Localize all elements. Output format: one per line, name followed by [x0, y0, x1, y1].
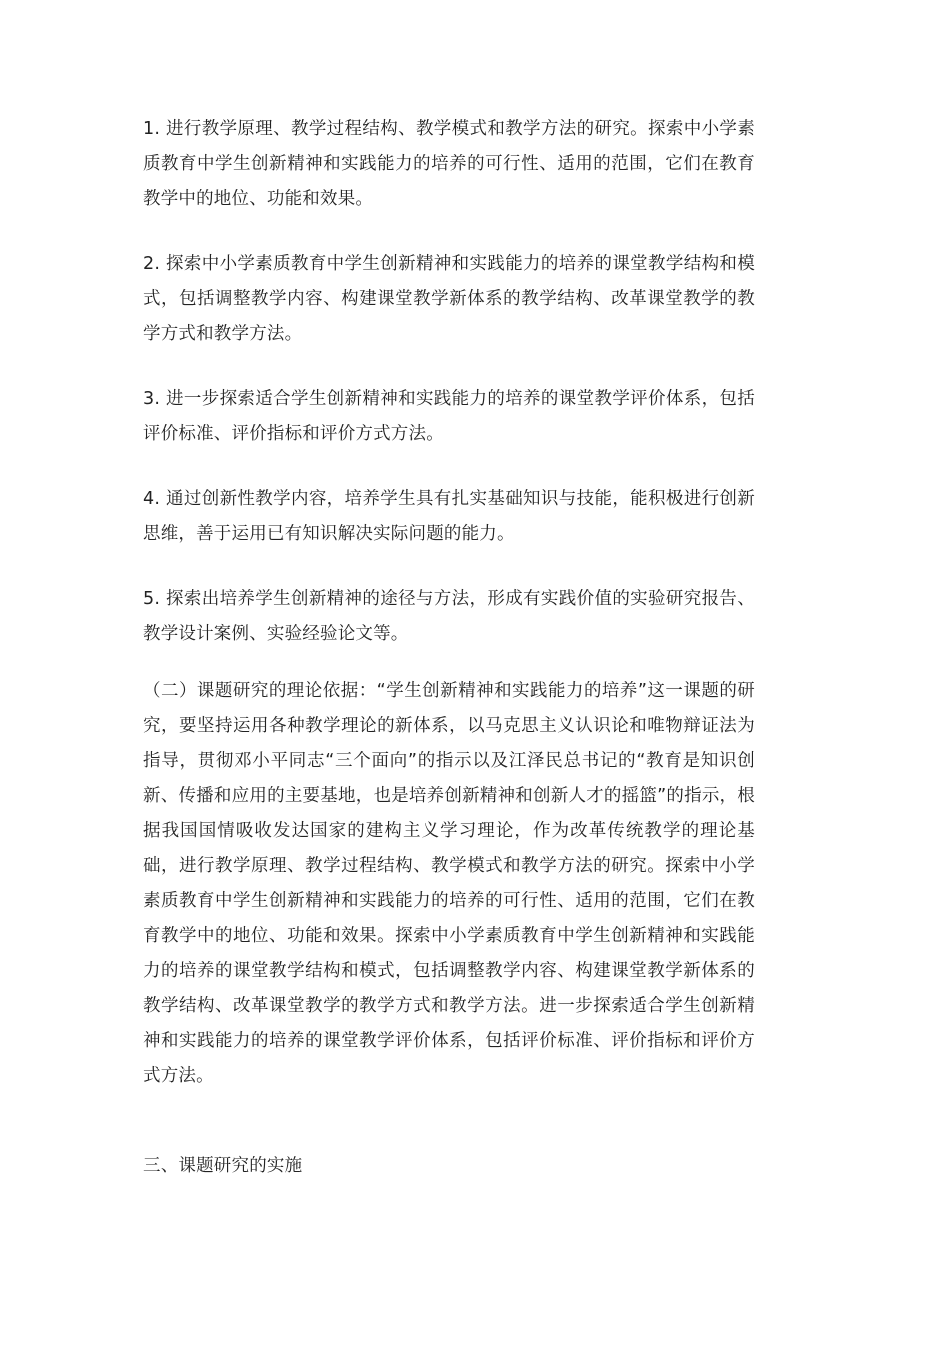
paragraph-goal-5: 5. 探索出培养学生创新精神的途径与方法，形成有实践价值的实验研究报告、教学设计案例、实验经验论文等。 — [143, 589, 755, 644]
paragraph-goal-3: 3. 进一步探索适合学生创新精神和实践能力的培养的课堂教学评价体系，包括评价标准、评价指标和评价方式方法。 — [143, 389, 755, 444]
paragraph-goal-1: 1. 进行教学原理、教学过程结构、教学模式和教学方法的研究。探索中小学素质教育中学生创新精神和实践能力的培养的可行性、适用的范围，它们在教育教学中的地位、功能和效果。 — [143, 119, 755, 209]
paragraph-theoretical-basis: （二）课题研究的理论依据：“学生创新精神和实践能力的培养”这一课题的研究，要坚持运用各种教学理论的新体系，以马克思主义认识论和唯物辩证法为指导，贯彻邓小平同志“三个面向”的指示以及江泽民总书记的“教育是知识创新、传播和应用的主要基地，也是培养创新精神和创新人才的摇篮”的指示，根据我国国情吸收发达国家的建构主义学习理论，作为改革传统教学的理论基础，进行教学原理、教学过程结构、教学模式和教学方法的研究。探索中小学素质教育中学生创新精神和实践能力的培养的可行性、适用的范围，它们在教育教学中的地位、功能和效果。探索中小学素质教育中学生创新精神和实践能力的培养的课堂教学结构和模式，包括调整教学内容、构建课堂教学新体系的教学结构、改革课堂教学的教学方式和教学方法。进一步探索适合学生创新精神和实践能力的培养的课堂教学评价体系，包括评价标准、评价指标和评价方式方法。 — [143, 681, 755, 1086]
paragraph-goal-2: 2. 探索中小学素质教育中学生创新精神和实践能力的培养的课堂教学结构和模式，包括调整教学内容、构建课堂教学新体系的教学结构、改革课堂教学的教学方式和教学方法。 — [143, 254, 755, 344]
section-heading-implementation: 三、课题研究的实施 — [143, 1156, 303, 1176]
paragraph-goal-4: 4. 通过创新性教学内容，培养学生具有扎实基础知识与技能，能积极进行创新思维，善于运用已有知识解决实际问题的能力。 — [143, 489, 755, 544]
